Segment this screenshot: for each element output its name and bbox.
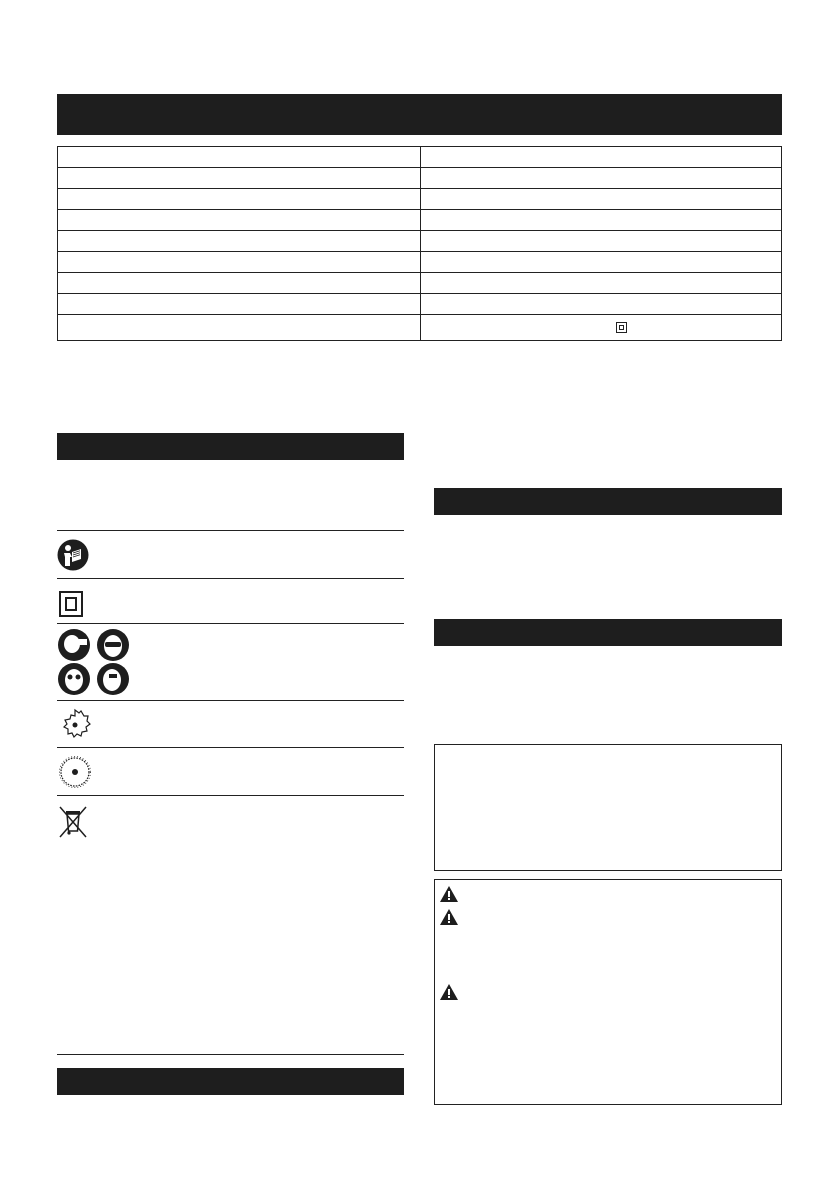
spec-value [421,189,782,210]
spec-value-safety-class [421,315,782,341]
table-row [58,294,782,315]
right-section-heading-bar-1 [434,488,782,515]
specifications-table [57,146,782,341]
spec-label [58,252,421,273]
symbol-row-class-ii [57,578,404,624]
left-section-heading-bar [57,1068,404,1095]
table-row [58,315,782,341]
right-section-heading-bar-2 [434,619,782,646]
spec-value [421,273,782,294]
warning-triangle-icon [439,885,459,903]
notice-box [434,744,782,871]
spec-value [421,294,782,315]
symbol-row-carbide-blade [57,700,404,748]
carbide-blade-icon [57,707,93,743]
symbols-heading-bar [57,433,404,460]
spec-label [58,210,421,231]
warning-triangle-icon [439,983,459,1001]
spec-value [421,210,782,231]
symbol-row-weee [57,795,404,856]
crossed-out-wheelie-bin-icon [57,804,89,838]
spec-label [58,231,421,252]
ear-eye-dust-protection-icons [57,628,133,696]
symbols-bottom-rule [57,1054,404,1055]
class-ii-double-insulation-icon [57,589,87,619]
spec-label [58,294,421,315]
class-ii-double-square-icon [616,322,627,333]
table-row [58,252,782,273]
spec-value [421,252,782,273]
spec-label [58,168,421,189]
symbol-row-read-manual [57,530,404,579]
warning-triangle-icon [439,908,459,926]
spec-label [58,273,421,294]
table-row [58,189,782,210]
table-row [58,147,782,168]
table-row [58,168,782,189]
table-row [58,273,782,294]
specifications-title-bar [57,94,782,135]
spec-label [58,147,421,168]
spec-value [421,231,782,252]
warning-box [434,879,782,1105]
symbol-row-ppe [57,623,404,701]
read-manual-icon [57,539,89,571]
spec-label [58,189,421,210]
table-row [58,210,782,231]
spec-value [421,168,782,189]
spec-value [421,147,782,168]
symbol-row-fine-blade [57,747,404,796]
spec-label [58,315,421,341]
fine-tooth-saw-blade-icon [57,754,93,790]
table-row [58,231,782,252]
